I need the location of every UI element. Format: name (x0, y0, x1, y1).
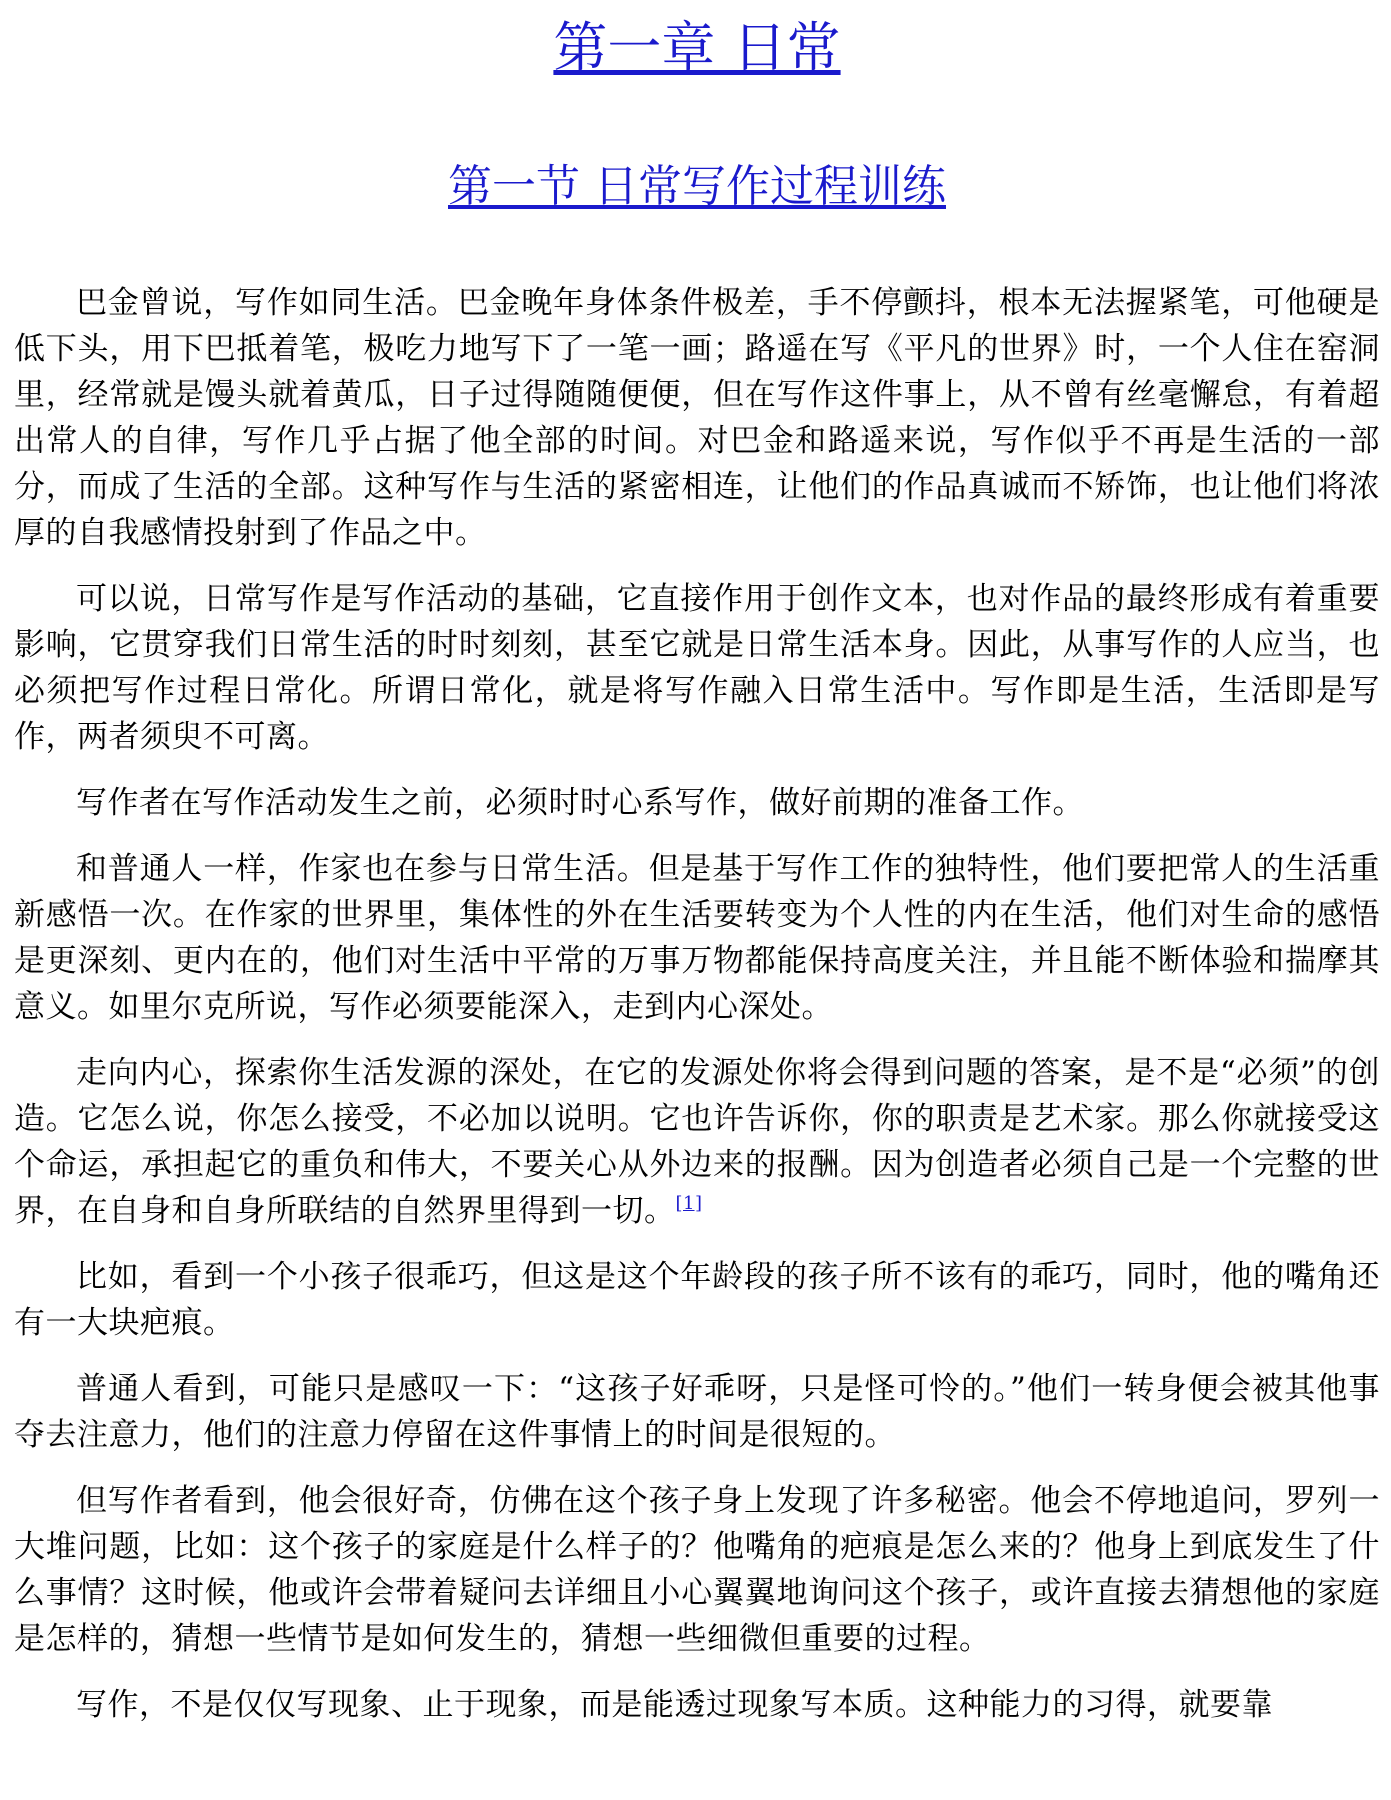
paragraph-6: 比如，看到一个小孩子很乖巧，但这是这个年龄段的孩子所不该有的乖巧，同时，他的嘴角还有一大块疤痕。 (14, 1259, 1380, 1341)
footnote-link[interactable]: [1] (675, 1193, 703, 1214)
paragraph-3: 写作者在写作活动发生之前，必须时时心系写作，做好前期的准备工作。 (76, 785, 1084, 821)
footnote-ref (676, 1193, 703, 1214)
section-title-link[interactable]: 第一节 日常写作过程训练 (448, 161, 946, 212)
paragraph-4: 和普通人一样，作家也在参与日常生活。但是基于写作工作的独特性，他们要把常人的生活重新感悟一次。在作家的世界里，集体性的外在生活要转变为个人性的内在生活，他们对生命的感悟是更深刻、更内在的，他们对生活中平常的万事万物都能保持高度关注，并且能不断体验和揣摩其意义。如里尔克所说，写作必须要能深入，走到内心深处。 (14, 851, 1380, 1025)
paragraph-5 (14, 1050, 1380, 1234)
paragraph-9: 写作，不是仅仅写现象、止于现象，而是能透过现象写本质。这种能力的习得，就要靠 (76, 1687, 1273, 1723)
paragraph-2: 可以说，日常写作是写作活动的基础，它直接作用于创作文本，也对作品的最终形成有着重要影响，它贯穿我们日常生活的时时刻刻，甚至它就是日常生活本身。因此，从事写作的人应当，也必须把写作过程日常化。所谓日常化，就是将写作融入日常生活中。写作即是生活，生活即是写作，两者须臾不可离。 (14, 581, 1380, 755)
chapter-title-link[interactable]: 第一章 日常 (553, 16, 841, 79)
body-text (14, 280, 1380, 1728)
chapter-title (14, 0, 1380, 90)
document-page (14, 0, 1380, 1748)
section-title (14, 152, 1380, 222)
paragraph-5-text: 走向内心，探索你生活发源的深处，在它的发源处你将会得到问题的答案，是不是“必须”的创造。它怎么说，你怎么接受，不必加以说明。它也许告诉你，你的职责是艺术家。那么你就接受这个命运，承担起它的重负和伟大，不要关心从外边来的报酬。因为创造者必须自己是一个完整的世界，在自身和自身所联结的自然界里得到一切。 (14, 1055, 1380, 1229)
paragraph-1: 巴金曾说，写作如同生活。巴金晚年身体条件极差，手不停颤抖，根本无法握紧笔，可他硬是低下头，用下巴抵着笔，极吃力地写下了一笔一画；路遥在写《平凡的世界》时，一个人住在窑洞里，经常就是馒头就着黄瓜，日子过得随随便便，但在写作这件事上，从不曾有丝毫懈怠，有着超出常人的自律，写作几乎占据了他全部的时间。对巴金和路遥来说，写作似乎不再是生活的一部分，而成了生活的全部。这种写作与生活的紧密相连，让他们的作品真诚而不矫饰，也让他们将浓厚的自我感情投射到了作品之中。 (14, 285, 1380, 551)
paragraph-7: 普通人看到，可能只是感叹一下：“这孩子好乖呀，只是怪可怜的。”他们一转身便会被其他事夺去注意力，他们的注意力停留在这件事情上的时间是很短的。 (14, 1371, 1380, 1453)
paragraph-8: 但写作者看到，他会很好奇，仿佛在这个孩子身上发现了许多秘密。他会不停地追问，罗列一大堆问题，比如：这个孩子的家庭是什么样子的？他嘴角的疤痕是怎么来的？他身上到底发生了什么事情？这时候，他或许会带着疑问去详细且小心翼翼地询问这个孩子，或许直接去猜想他的家庭是怎样的，猜想一些情节是如何发生的，猜想一些细微但重要的过程。 (14, 1483, 1380, 1657)
